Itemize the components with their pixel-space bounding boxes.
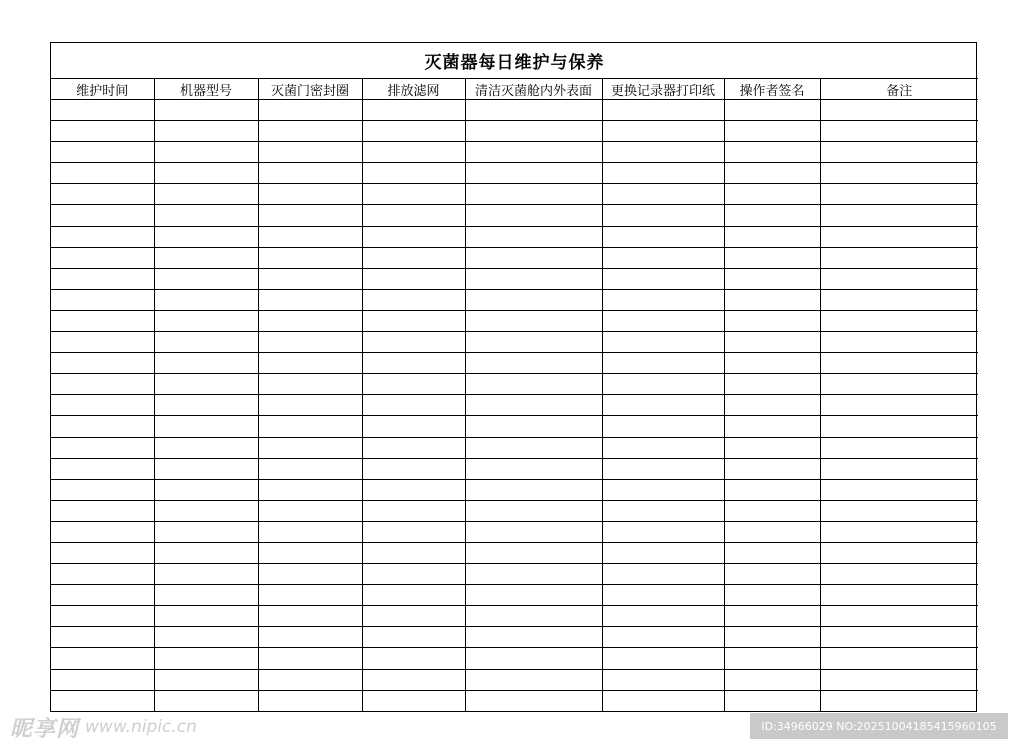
blank-entry-cell[interactable] [258, 542, 362, 563]
blank-entry-cell[interactable] [258, 521, 362, 542]
blank-entry-cell[interactable] [724, 100, 820, 121]
blank-entry-cell[interactable] [362, 289, 465, 310]
blank-entry-cell[interactable] [362, 437, 465, 458]
blank-entry-cell[interactable] [465, 310, 602, 331]
blank-entry-cell[interactable] [51, 184, 154, 205]
blank-entry-cell[interactable] [820, 416, 978, 437]
blank-entry-cell[interactable] [820, 500, 978, 521]
blank-entry-cell[interactable] [51, 247, 154, 268]
blank-entry-cell[interactable] [602, 648, 724, 669]
blank-entry-cell[interactable] [154, 690, 258, 711]
table-row [51, 268, 978, 289]
blank-entry-cell[interactable] [154, 100, 258, 121]
table-row [51, 585, 978, 606]
blank-entry-cell[interactable] [154, 247, 258, 268]
blank-entry-cell[interactable] [362, 121, 465, 142]
blank-entry-cell[interactable] [51, 289, 154, 310]
blank-entry-cell[interactable] [602, 374, 724, 395]
blank-entry-cell[interactable] [465, 374, 602, 395]
blank-entry-cell[interactable] [724, 500, 820, 521]
blank-entry-cell[interactable] [154, 458, 258, 479]
blank-entry-cell[interactable] [258, 690, 362, 711]
blank-entry-cell[interactable] [154, 669, 258, 690]
blank-entry-cell[interactable] [154, 395, 258, 416]
maintenance-form [50, 42, 977, 712]
blank-entry-cell[interactable] [724, 374, 820, 395]
blank-entry-cell[interactable] [465, 627, 602, 648]
blank-entry-cell[interactable] [465, 648, 602, 669]
blank-entry-cell[interactable] [602, 585, 724, 606]
blank-entry-cell[interactable] [362, 353, 465, 374]
blank-entry-cell[interactable] [51, 121, 154, 142]
blank-entry-cell[interactable] [154, 163, 258, 184]
blank-entry-cell[interactable] [465, 521, 602, 542]
blank-entry-cell[interactable] [724, 205, 820, 226]
blank-entry-cell[interactable] [465, 121, 602, 142]
column-header-operator-signature: 操作者签名 [724, 79, 820, 100]
blank-entry-cell[interactable] [602, 564, 724, 585]
blank-entry-cell[interactable] [258, 226, 362, 247]
blank-entry-cell[interactable] [820, 353, 978, 374]
blank-entry-cell[interactable] [820, 690, 978, 711]
column-header-remarks: 备注 [820, 79, 978, 100]
table-row [51, 353, 978, 374]
blank-entry-cell[interactable] [724, 690, 820, 711]
blank-entry-cell[interactable] [154, 205, 258, 226]
header-row [51, 79, 978, 100]
blank-entry-cell[interactable] [258, 395, 362, 416]
blank-entry-cell[interactable] [51, 648, 154, 669]
blank-entry-cell[interactable] [362, 521, 465, 542]
blank-entry-cell[interactable] [602, 310, 724, 331]
table-row [51, 416, 978, 437]
table-row [51, 669, 978, 690]
column-header-clean-chamber: 清洁灭菌舱内外表面 [465, 79, 602, 100]
blank-entry-cell[interactable] [154, 585, 258, 606]
blank-entry-cell[interactable] [465, 268, 602, 289]
blank-entry-cell[interactable] [362, 395, 465, 416]
watermark-logo-text: 昵享网 [10, 716, 80, 742]
blank-entry-cell[interactable] [51, 226, 154, 247]
watermark-id-badge: ID:34966029 NO:20251004185415960105 [750, 713, 1008, 739]
blank-entry-cell[interactable] [258, 205, 362, 226]
blank-entry-cell[interactable] [362, 226, 465, 247]
blank-entry-cell[interactable] [602, 669, 724, 690]
blank-entry-cell[interactable] [465, 332, 602, 353]
blank-entry-cell[interactable] [602, 690, 724, 711]
table-row [51, 226, 978, 247]
blank-entry-cell[interactable] [820, 163, 978, 184]
table-row [51, 121, 978, 142]
blank-entry-cell[interactable] [602, 606, 724, 627]
blank-entry-cell[interactable] [820, 606, 978, 627]
blank-entry-cell[interactable] [258, 289, 362, 310]
table-row [51, 564, 978, 585]
blank-entry-cell[interactable] [154, 437, 258, 458]
blank-entry-cell[interactable] [154, 268, 258, 289]
blank-entry-cell[interactable] [820, 268, 978, 289]
blank-entry-cell[interactable] [362, 500, 465, 521]
blank-entry-cell[interactable] [362, 690, 465, 711]
blank-entry-cell[interactable] [51, 310, 154, 331]
blank-entry-cell[interactable] [258, 585, 362, 606]
blank-entry-cell[interactable] [602, 184, 724, 205]
table-row [51, 542, 978, 563]
blank-entry-cell[interactable] [154, 374, 258, 395]
blank-entry-cell[interactable] [724, 310, 820, 331]
blank-entry-cell[interactable] [362, 479, 465, 500]
blank-entry-cell[interactable] [724, 121, 820, 142]
blank-entry-cell[interactable] [724, 521, 820, 542]
blank-entry-cell[interactable] [258, 458, 362, 479]
table-row [51, 479, 978, 500]
blank-entry-cell[interactable] [820, 542, 978, 563]
table-row [51, 458, 978, 479]
blank-entry-cell[interactable] [258, 247, 362, 268]
blank-entry-cell[interactable] [362, 268, 465, 289]
blank-entry-cell[interactable] [258, 332, 362, 353]
blank-entry-cell[interactable] [465, 669, 602, 690]
watermark-logo [10, 712, 197, 742]
blank-entry-cell[interactable] [362, 458, 465, 479]
blank-entry-cell[interactable] [154, 184, 258, 205]
blank-entry-cell[interactable] [820, 226, 978, 247]
blank-entry-cell[interactable] [51, 395, 154, 416]
blank-entry-cell[interactable] [51, 585, 154, 606]
blank-entry-cell[interactable] [258, 479, 362, 500]
blank-entry-cell[interactable] [154, 500, 258, 521]
blank-entry-cell[interactable] [602, 500, 724, 521]
blank-entry-cell[interactable] [820, 669, 978, 690]
blank-entry-cell[interactable] [258, 606, 362, 627]
blank-entry-cell[interactable] [820, 437, 978, 458]
blank-entry-cell[interactable] [465, 205, 602, 226]
blank-entry-cell[interactable] [258, 163, 362, 184]
blank-entry-cell[interactable] [602, 479, 724, 500]
blank-entry-cell[interactable] [154, 606, 258, 627]
blank-entry-cell[interactable] [465, 142, 602, 163]
blank-entry-cell[interactable] [724, 268, 820, 289]
blank-entry-cell[interactable] [154, 142, 258, 163]
blank-entry-cell[interactable] [602, 416, 724, 437]
blank-entry-cell[interactable] [258, 627, 362, 648]
blank-entry-cell[interactable] [602, 395, 724, 416]
blank-entry-cell[interactable] [465, 289, 602, 310]
blank-entry-cell[interactable] [154, 479, 258, 500]
blank-entry-cell[interactable] [258, 142, 362, 163]
blank-entry-cell[interactable] [51, 627, 154, 648]
blank-entry-cell[interactable] [465, 163, 602, 184]
blank-entry-cell[interactable] [362, 142, 465, 163]
column-header-maintenance-time: 维护时间 [51, 79, 154, 100]
blank-entry-cell[interactable] [602, 437, 724, 458]
blank-entry-cell[interactable] [362, 585, 465, 606]
blank-entry-cell[interactable] [602, 521, 724, 542]
blank-entry-cell[interactable] [602, 627, 724, 648]
blank-entry-cell[interactable] [51, 374, 154, 395]
blank-entry-cell[interactable] [465, 542, 602, 563]
table-row [51, 289, 978, 310]
blank-entry-cell[interactable] [51, 542, 154, 563]
blank-entry-cell[interactable] [465, 690, 602, 711]
blank-entry-cell[interactable] [820, 374, 978, 395]
blank-entry-cell[interactable] [154, 289, 258, 310]
blank-entry-cell[interactable] [465, 247, 602, 268]
table-row [51, 163, 978, 184]
blank-entry-cell[interactable] [724, 289, 820, 310]
blank-entry-cell[interactable] [465, 564, 602, 585]
blank-entry-cell[interactable] [602, 142, 724, 163]
blank-entry-cell[interactable] [258, 268, 362, 289]
blank-entry-cell[interactable] [51, 416, 154, 437]
blank-entry-cell[interactable] [362, 416, 465, 437]
blank-entry-cell[interactable] [258, 374, 362, 395]
blank-entry-cell[interactable] [258, 121, 362, 142]
blank-entry-cell[interactable] [362, 332, 465, 353]
table-row [51, 500, 978, 521]
blank-entry-cell[interactable] [724, 332, 820, 353]
blank-entry-cell[interactable] [602, 163, 724, 184]
blank-entry-cell[interactable] [724, 353, 820, 374]
blank-entry-cell[interactable] [51, 564, 154, 585]
blank-entry-cell[interactable] [51, 163, 154, 184]
blank-entry-cell[interactable] [51, 690, 154, 711]
table-row [51, 690, 978, 711]
blank-entry-cell[interactable] [820, 395, 978, 416]
blank-entry-cell[interactable] [820, 247, 978, 268]
blank-entry-cell[interactable] [724, 416, 820, 437]
table-row [51, 648, 978, 669]
blank-entry-cell[interactable] [51, 479, 154, 500]
blank-entry-cell[interactable] [154, 332, 258, 353]
blank-entry-cell[interactable] [258, 437, 362, 458]
blank-entry-cell[interactable] [258, 416, 362, 437]
table-row [51, 142, 978, 163]
blank-entry-cell[interactable] [820, 627, 978, 648]
blank-entry-cell[interactable] [362, 374, 465, 395]
blank-entry-cell[interactable] [51, 100, 154, 121]
blank-entry-cell[interactable] [820, 100, 978, 121]
blank-entry-cell[interactable] [465, 437, 602, 458]
blank-entry-cell[interactable] [602, 268, 724, 289]
blank-entry-cell[interactable] [154, 353, 258, 374]
blank-entry-cell[interactable] [465, 100, 602, 121]
blank-entry-cell[interactable] [465, 479, 602, 500]
blank-entry-cell[interactable] [724, 163, 820, 184]
blank-entry-cell[interactable] [51, 332, 154, 353]
table-row [51, 332, 978, 353]
blank-entry-cell[interactable] [258, 310, 362, 331]
blank-entry-cell[interactable] [362, 205, 465, 226]
blank-entry-cell[interactable] [724, 437, 820, 458]
blank-entry-cell[interactable] [362, 163, 465, 184]
blank-entry-cell[interactable] [154, 121, 258, 142]
blank-entry-cell[interactable] [51, 268, 154, 289]
watermark-url: www.nipic.cn [85, 717, 197, 737]
column-header-drain-filter: 排放滤网 [362, 79, 465, 100]
blank-entry-cell[interactable] [258, 648, 362, 669]
table-row [51, 437, 978, 458]
blank-entry-cell[interactable] [362, 542, 465, 563]
blank-entry-cell[interactable] [820, 585, 978, 606]
blank-entry-cell[interactable] [154, 521, 258, 542]
blank-entry-cell[interactable] [51, 437, 154, 458]
blank-entry-cell[interactable] [602, 289, 724, 310]
blank-entry-cell[interactable] [602, 458, 724, 479]
blank-entry-cell[interactable] [465, 500, 602, 521]
blank-entry-cell[interactable] [820, 648, 978, 669]
blank-entry-cell[interactable] [154, 416, 258, 437]
blank-entry-cell[interactable] [602, 542, 724, 563]
table-row [51, 247, 978, 268]
blank-entry-cell[interactable] [258, 564, 362, 585]
blank-entry-cell[interactable] [820, 564, 978, 585]
table-row [51, 606, 978, 627]
blank-entry-cell[interactable] [51, 458, 154, 479]
blank-entry-cell[interactable] [362, 184, 465, 205]
blank-entry-cell[interactable] [465, 606, 602, 627]
blank-entry-cell[interactable] [602, 226, 724, 247]
blank-entry-cell[interactable] [362, 247, 465, 268]
blank-entry-cell[interactable] [724, 142, 820, 163]
blank-entry-cell[interactable] [362, 648, 465, 669]
blank-entry-cell[interactable] [465, 226, 602, 247]
blank-entry-cell[interactable] [724, 226, 820, 247]
blank-entry-cell[interactable] [51, 669, 154, 690]
table-row [51, 310, 978, 331]
table-row [51, 374, 978, 395]
blank-entry-cell[interactable] [362, 606, 465, 627]
blank-entry-cell[interactable] [724, 585, 820, 606]
blank-entry-cell[interactable] [602, 353, 724, 374]
blank-entry-cell[interactable] [465, 184, 602, 205]
form-title: 灭菌器每日维护与保养 [51, 43, 978, 79]
blank-entry-cell[interactable] [154, 627, 258, 648]
blank-entry-cell[interactable] [820, 142, 978, 163]
blank-entry-cell[interactable] [258, 100, 362, 121]
blank-entry-cell[interactable] [724, 479, 820, 500]
blank-entry-cell[interactable] [724, 184, 820, 205]
blank-entry-cell[interactable] [51, 500, 154, 521]
table-row [51, 627, 978, 648]
table-row [51, 395, 978, 416]
blank-entry-cell[interactable] [465, 585, 602, 606]
blank-entry-cell[interactable] [724, 247, 820, 268]
blank-entry-cell[interactable] [724, 627, 820, 648]
blank-entry-cell[interactable] [465, 353, 602, 374]
blank-entry-cell[interactable] [465, 395, 602, 416]
blank-entry-cell[interactable] [154, 542, 258, 563]
blank-entry-cell[interactable] [820, 479, 978, 500]
blank-entry-cell[interactable] [362, 627, 465, 648]
blank-entry-cell[interactable] [362, 100, 465, 121]
blank-entry-cell[interactable] [820, 184, 978, 205]
blank-entry-cell[interactable] [154, 564, 258, 585]
maintenance-table [51, 43, 978, 711]
blank-entry-cell[interactable] [724, 395, 820, 416]
blank-entry-cell[interactable] [724, 564, 820, 585]
blank-entry-cell[interactable] [820, 205, 978, 226]
table-row [51, 205, 978, 226]
blank-entry-cell[interactable] [154, 310, 258, 331]
blank-entry-cell[interactable] [465, 416, 602, 437]
column-header-replace-printer-paper: 更换记录器打印纸 [602, 79, 724, 100]
column-header-machine-model: 机器型号 [154, 79, 258, 100]
blank-entry-cell[interactable] [602, 332, 724, 353]
blank-entry-cell[interactable] [362, 669, 465, 690]
blank-entry-cell[interactable] [724, 648, 820, 669]
blank-entry-cell[interactable] [51, 205, 154, 226]
blank-entry-cell[interactable] [820, 310, 978, 331]
blank-entry-cell[interactable] [724, 458, 820, 479]
blank-entry-cell[interactable] [602, 205, 724, 226]
blank-entry-cell[interactable] [820, 521, 978, 542]
table-row [51, 100, 978, 121]
blank-entry-cell[interactable] [820, 121, 978, 142]
blank-entry-cell[interactable] [820, 332, 978, 353]
blank-entry-cell[interactable] [258, 500, 362, 521]
blank-entry-cell[interactable] [154, 226, 258, 247]
blank-entry-cell[interactable] [258, 353, 362, 374]
blank-entry-cell[interactable] [51, 521, 154, 542]
table-row [51, 521, 978, 542]
blank-entry-cell[interactable] [362, 310, 465, 331]
blank-entry-cell[interactable] [154, 648, 258, 669]
column-header-door-seal: 灭菌门密封圈 [258, 79, 362, 100]
blank-entry-cell[interactable] [51, 353, 154, 374]
blank-entry-cell[interactable] [602, 100, 724, 121]
blank-entry-cell[interactable] [724, 606, 820, 627]
blank-entry-cell[interactable] [362, 564, 465, 585]
blank-entry-cell[interactable] [820, 289, 978, 310]
table-row [51, 184, 978, 205]
blank-entry-cell[interactable] [258, 669, 362, 690]
blank-entry-cell[interactable] [724, 669, 820, 690]
blank-entry-cell[interactable] [820, 458, 978, 479]
blank-entry-cell[interactable] [602, 121, 724, 142]
blank-entry-cell[interactable] [724, 542, 820, 563]
blank-entry-cell[interactable] [51, 606, 154, 627]
blank-entry-cell[interactable] [465, 458, 602, 479]
blank-entry-cell[interactable] [258, 184, 362, 205]
blank-entry-cell[interactable] [602, 247, 724, 268]
blank-entry-cell[interactable] [51, 142, 154, 163]
